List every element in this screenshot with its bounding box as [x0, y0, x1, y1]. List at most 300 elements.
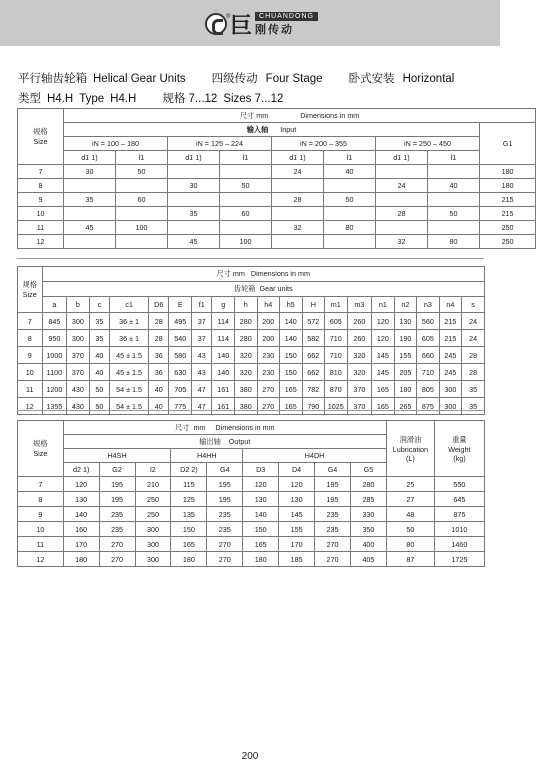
value-cell: 47 — [192, 381, 212, 398]
value-cell: 130 — [243, 492, 279, 507]
value-cell: 245 — [439, 364, 462, 381]
column-header: l1 — [324, 151, 376, 165]
size-cell: 10 — [18, 522, 64, 537]
column-header: E — [169, 297, 192, 313]
table-row — [18, 477, 485, 492]
value-cell: 270 — [207, 537, 243, 552]
value-cell: 150 — [280, 347, 303, 364]
value-cell: 1200 — [42, 381, 67, 398]
column-header: l1 — [116, 151, 168, 165]
value-cell: 50 — [386, 522, 434, 537]
value-cell — [168, 165, 220, 179]
value-cell — [64, 207, 116, 221]
type-en: Type — [79, 93, 105, 105]
value-cell: 235 — [99, 507, 135, 522]
value-cell: 28 — [272, 193, 324, 207]
size-cell: 10 — [18, 207, 64, 221]
value-cell: 180 — [171, 552, 207, 567]
value-cell: 35 — [64, 193, 116, 207]
value-cell: 35 — [168, 207, 220, 221]
value-cell: 37 — [192, 330, 212, 347]
value-cell: 115 — [171, 477, 207, 492]
value-cell: 370 — [67, 364, 90, 381]
size-cell: 9 — [18, 193, 64, 207]
value-cell: 710 — [325, 330, 348, 347]
value-cell: 1025 — [325, 398, 348, 415]
value-cell: 180 — [480, 179, 536, 193]
column-header: H — [302, 297, 325, 313]
value-cell: 24 — [272, 165, 324, 179]
value-cell: 200 — [257, 313, 280, 330]
value-cell: 790 — [302, 398, 325, 415]
table-row — [18, 381, 485, 398]
type-code-1: H4.H — [47, 93, 74, 105]
value-cell: 200 — [257, 330, 280, 347]
value-cell: 28 — [149, 313, 169, 330]
value-cell: 35 — [89, 330, 109, 347]
size-cell: 7 — [18, 313, 43, 330]
logo-emblem-icon — [205, 13, 227, 35]
value-cell — [64, 179, 116, 193]
value-cell: 160 — [63, 522, 99, 537]
value-cell: 380 — [234, 398, 257, 415]
ratio-group: iN = 200 – 355 — [272, 137, 376, 151]
value-cell: 875 — [434, 507, 484, 522]
value-cell: 43 — [192, 364, 212, 381]
ratio-group: iN = 250 – 450 — [376, 137, 480, 151]
column-header: s — [462, 297, 485, 313]
title-en-2: Four Stage — [265, 73, 323, 85]
value-cell: 60 — [116, 193, 168, 207]
value-cell: 1355 — [42, 398, 67, 415]
value-cell: 60 — [220, 207, 272, 221]
value-cell: 950 — [42, 330, 67, 347]
column-header: n4 — [439, 297, 462, 313]
value-cell: 43 — [192, 347, 212, 364]
value-cell: 24 — [376, 179, 428, 193]
value-cell — [220, 165, 272, 179]
value-cell: 36 ± 1 — [110, 330, 149, 347]
value-cell: 161 — [212, 398, 235, 415]
value-cell: 155 — [279, 522, 315, 537]
value-cell: 54 ± 1.5 — [110, 381, 149, 398]
size-cell: 11 — [18, 537, 64, 552]
value-cell: 35 — [462, 381, 485, 398]
value-cell: 135 — [171, 507, 207, 522]
page-header — [0, 0, 500, 46]
size-header: 规格 Size — [18, 421, 64, 477]
value-cell: 560 — [417, 313, 440, 330]
value-cell: 1725 — [434, 552, 484, 567]
value-cell: 245 — [439, 347, 462, 364]
value-cell: 195 — [207, 477, 243, 492]
page-number: 200 — [241, 751, 259, 762]
value-cell: 370 — [347, 398, 372, 415]
value-cell: 165 — [372, 381, 395, 398]
column-header: l1 — [220, 151, 272, 165]
value-cell: 495 — [169, 313, 192, 330]
value-cell: 114 — [212, 330, 235, 347]
value-cell: 50 — [89, 398, 109, 415]
value-cell: 125 — [171, 492, 207, 507]
table-row — [18, 235, 536, 249]
size-cell: 10 — [18, 364, 43, 381]
dimensions-header: 尺寸 mm Dimensions in mm — [63, 421, 386, 435]
value-cell — [64, 235, 116, 249]
value-cell: 45 — [168, 235, 220, 249]
lubrication-header: 润滑油 Lubrication (L) — [386, 421, 434, 477]
value-cell: 50 — [220, 179, 272, 193]
table-row — [18, 179, 536, 193]
table-row — [18, 165, 536, 179]
value-cell: 1000 — [42, 347, 67, 364]
value-cell: 215 — [480, 193, 536, 207]
table-row — [18, 221, 536, 235]
value-cell — [116, 235, 168, 249]
value-cell: 270 — [315, 537, 351, 552]
column-header: a — [42, 297, 67, 313]
value-cell: 145 — [279, 507, 315, 522]
value-cell: 50 — [324, 193, 376, 207]
value-cell: 662 — [302, 347, 325, 364]
value-cell: 50 — [428, 207, 480, 221]
output-header: 输出轴 Output — [63, 435, 386, 449]
column-header: m1 — [325, 297, 348, 313]
table-row — [18, 398, 485, 415]
column-header: n2 — [394, 297, 417, 313]
value-cell: 140 — [212, 347, 235, 364]
table-row — [18, 313, 485, 330]
title-cn-2: 四级传动 — [211, 73, 258, 85]
value-cell: 320 — [347, 364, 372, 381]
column-header: G4 — [315, 463, 351, 477]
value-cell: 300 — [67, 330, 90, 347]
value-cell: 430 — [67, 398, 90, 415]
value-cell: 114 — [212, 313, 235, 330]
value-cell: 250 — [480, 221, 536, 235]
value-cell — [116, 207, 168, 221]
value-cell: 605 — [417, 330, 440, 347]
value-cell: 185 — [279, 552, 315, 567]
value-cell: 1100 — [42, 364, 67, 381]
value-cell — [220, 193, 272, 207]
value-cell: 430 — [67, 381, 90, 398]
title-line-2 — [18, 90, 289, 106]
column-header: h4 — [257, 297, 280, 313]
ratio-group: iN = 125 – 224 — [168, 137, 272, 151]
sizes-cn: 规格 7...12 — [162, 93, 218, 105]
column-header: l1 — [428, 151, 480, 165]
value-cell — [428, 221, 480, 235]
value-cell: 35 — [462, 398, 485, 415]
column-header: f1 — [192, 297, 212, 313]
value-cell — [272, 207, 324, 221]
value-cell: 300 — [135, 537, 171, 552]
value-cell: 235 — [315, 507, 351, 522]
value-cell: 170 — [63, 537, 99, 552]
value-cell — [168, 193, 220, 207]
value-cell: 580 — [169, 347, 192, 364]
column-header: d1 1) — [168, 151, 220, 165]
value-cell: 230 — [257, 364, 280, 381]
value-cell: 40 — [89, 364, 109, 381]
value-cell: 48 — [386, 507, 434, 522]
value-cell: 205 — [394, 364, 417, 381]
column-header: d1 1) — [272, 151, 324, 165]
value-cell: 40 — [324, 165, 376, 179]
value-cell: 270 — [99, 552, 135, 567]
value-cell: 140 — [63, 507, 99, 522]
value-cell: 280 — [350, 477, 386, 492]
table-row — [18, 522, 485, 537]
value-cell: 270 — [315, 552, 351, 567]
value-cell — [324, 207, 376, 221]
value-cell: 145 — [372, 347, 395, 364]
value-cell: 35 — [89, 313, 109, 330]
value-cell: 140 — [212, 364, 235, 381]
title-cn-1: 平行轴齿轮箱 — [18, 73, 87, 85]
dimensions-header: 尺寸 mm Dimensions in mm — [42, 267, 484, 282]
input-header: 输入轴 Input — [64, 123, 480, 137]
title-en-1: Helical Gear Units — [93, 73, 186, 85]
g1-header: G1 — [480, 123, 536, 165]
value-cell: 330 — [350, 507, 386, 522]
column-header: h5 — [280, 297, 303, 313]
value-cell: 380 — [234, 381, 257, 398]
column-header: g — [212, 297, 235, 313]
size-header: 规格 Size — [18, 109, 64, 165]
type-code-2: H4.H — [110, 93, 137, 105]
value-cell: 100 — [220, 235, 272, 249]
table-row — [18, 507, 485, 522]
table-row — [18, 552, 485, 567]
value-cell: 285 — [350, 492, 386, 507]
value-cell: 28 — [462, 347, 485, 364]
value-cell: 45 ± 1.5 — [110, 364, 149, 381]
value-cell: 145 — [372, 364, 395, 381]
value-cell: 150 — [243, 522, 279, 537]
value-cell: 400 — [350, 537, 386, 552]
value-cell — [168, 221, 220, 235]
value-cell: 120 — [372, 330, 395, 347]
value-cell: 180 — [243, 552, 279, 567]
value-cell: 605 — [325, 313, 348, 330]
value-cell — [376, 193, 428, 207]
dimensions-header: 尺寸 mm Dimensions in mm — [64, 109, 536, 123]
value-cell: 250 — [480, 235, 536, 249]
value-cell: 550 — [434, 477, 484, 492]
size-cell: 11 — [18, 221, 64, 235]
value-cell: 40 — [428, 179, 480, 193]
column-header: G2 — [99, 463, 135, 477]
value-cell — [376, 221, 428, 235]
column-header: G5 — [350, 463, 386, 477]
value-cell: 645 — [434, 492, 484, 507]
size-header: 规格 Size — [18, 267, 43, 313]
size-cell: 9 — [18, 347, 43, 364]
value-cell: 235 — [99, 522, 135, 537]
value-cell: 540 — [169, 330, 192, 347]
value-cell: 180 — [63, 552, 99, 567]
value-cell: 25 — [386, 477, 434, 492]
value-cell: 300 — [439, 381, 462, 398]
value-cell: 80 — [386, 537, 434, 552]
value-cell: 810 — [325, 364, 348, 381]
value-cell: 260 — [347, 330, 372, 347]
value-cell: 775 — [169, 398, 192, 415]
value-cell: 660 — [417, 347, 440, 364]
value-cell: 300 — [67, 313, 90, 330]
value-cell: 40 — [149, 398, 169, 415]
value-cell: 165 — [243, 537, 279, 552]
value-cell: 572 — [302, 313, 325, 330]
size-cell: 8 — [18, 330, 43, 347]
value-cell — [376, 165, 428, 179]
value-cell: 28 — [376, 207, 428, 221]
gear-units-dimensions-table — [17, 266, 485, 415]
value-cell: 215 — [480, 207, 536, 221]
group-h4sh: H4SH — [63, 449, 171, 463]
table-row — [18, 364, 485, 381]
value-cell: 150 — [171, 522, 207, 537]
value-cell: 782 — [302, 381, 325, 398]
value-cell: 300 — [439, 398, 462, 415]
value-cell: 24 — [462, 313, 485, 330]
table-row — [18, 537, 485, 552]
value-cell: 320 — [347, 347, 372, 364]
value-cell: 28 — [149, 330, 169, 347]
value-cell — [272, 235, 324, 249]
column-header: d1 1) — [64, 151, 116, 165]
value-cell: 270 — [99, 537, 135, 552]
value-cell: 40 — [89, 347, 109, 364]
value-cell: 100 — [116, 221, 168, 235]
value-cell: 28 — [462, 364, 485, 381]
company-logo — [205, 11, 318, 37]
value-cell: 180 — [394, 381, 417, 398]
size-cell: 7 — [18, 165, 64, 179]
value-cell: 270 — [207, 552, 243, 567]
logo-big-char: 巨 — [230, 12, 253, 39]
output-dimensions-table — [17, 420, 485, 567]
value-cell: 150 — [280, 364, 303, 381]
value-cell: 165 — [280, 381, 303, 398]
value-cell: 36 — [149, 364, 169, 381]
sizes-en: Sizes 7...12 — [223, 93, 284, 105]
table-row — [18, 492, 485, 507]
column-header: D3 — [243, 463, 279, 477]
value-cell: 45 — [64, 221, 116, 235]
column-header: h — [234, 297, 257, 313]
value-cell: 87 — [386, 552, 434, 567]
input-dimensions-table — [17, 108, 536, 249]
value-cell: 165 — [171, 537, 207, 552]
weight-header: 重量 Weight (kg) — [434, 421, 484, 477]
registered-mark: ® — [226, 14, 231, 20]
column-header: n3 — [417, 297, 440, 313]
value-cell — [116, 179, 168, 193]
value-cell: 215 — [439, 330, 462, 347]
value-cell: 710 — [325, 347, 348, 364]
value-cell: 300 — [135, 522, 171, 537]
value-cell: 130 — [63, 492, 99, 507]
column-header: d2 1) — [63, 463, 99, 477]
value-cell: 190 — [394, 330, 417, 347]
value-cell — [428, 165, 480, 179]
value-cell: 140 — [280, 330, 303, 347]
value-cell: 80 — [324, 221, 376, 235]
size-cell: 7 — [18, 477, 64, 492]
value-cell: 265 — [394, 398, 417, 415]
value-cell: 805 — [417, 381, 440, 398]
column-header: G4 — [207, 463, 243, 477]
size-cell: 8 — [18, 179, 64, 193]
value-cell: 140 — [243, 507, 279, 522]
value-cell: 350 — [350, 522, 386, 537]
section-divider — [17, 258, 484, 259]
column-header: d1 1) — [376, 151, 428, 165]
value-cell: 250 — [135, 492, 171, 507]
value-cell: 370 — [347, 381, 372, 398]
value-cell: 195 — [99, 477, 135, 492]
value-cell: 180 — [480, 165, 536, 179]
value-cell: 250 — [135, 507, 171, 522]
value-cell: 155 — [394, 347, 417, 364]
value-cell: 270 — [257, 381, 280, 398]
value-cell: 36 — [149, 347, 169, 364]
value-cell: 280 — [234, 330, 257, 347]
type-cn: 类型 — [18, 93, 41, 105]
value-cell: 130 — [279, 492, 315, 507]
value-cell: 40 — [149, 381, 169, 398]
value-cell: 845 — [42, 313, 67, 330]
value-cell: 582 — [302, 330, 325, 347]
value-cell: 195 — [315, 492, 351, 507]
table-row — [18, 347, 485, 364]
value-cell: 215 — [439, 313, 462, 330]
value-cell: 235 — [207, 522, 243, 537]
ratio-group: iN = 100 – 180 — [64, 137, 168, 151]
value-cell: 120 — [63, 477, 99, 492]
value-cell: 45 ± 1.5 — [110, 347, 149, 364]
value-cell: 270 — [257, 398, 280, 415]
value-cell — [220, 221, 272, 235]
value-cell: 630 — [169, 364, 192, 381]
value-cell: 24 — [462, 330, 485, 347]
value-cell — [324, 235, 376, 249]
value-cell: 30 — [64, 165, 116, 179]
size-cell: 11 — [18, 381, 43, 398]
value-cell: 30 — [168, 179, 220, 193]
value-cell — [272, 179, 324, 193]
value-cell: 170 — [279, 537, 315, 552]
group-h4hh: H4HH — [171, 449, 243, 463]
column-header: D6 — [149, 297, 169, 313]
table-row — [18, 193, 536, 207]
value-cell: 405 — [350, 552, 386, 567]
value-cell: 54 ± 1.5 — [110, 398, 149, 415]
value-cell: 130 — [394, 313, 417, 330]
logo-english: CHUANDONG — [255, 12, 318, 21]
logo-chinese: 刚传动 — [255, 23, 295, 36]
value-cell: 195 — [315, 477, 351, 492]
column-header: c — [89, 297, 109, 313]
size-cell: 12 — [18, 398, 43, 415]
title-cn-3: 卧式安装 — [348, 73, 395, 85]
value-cell: 195 — [207, 492, 243, 507]
table-row — [18, 207, 536, 221]
value-cell: 32 — [376, 235, 428, 249]
